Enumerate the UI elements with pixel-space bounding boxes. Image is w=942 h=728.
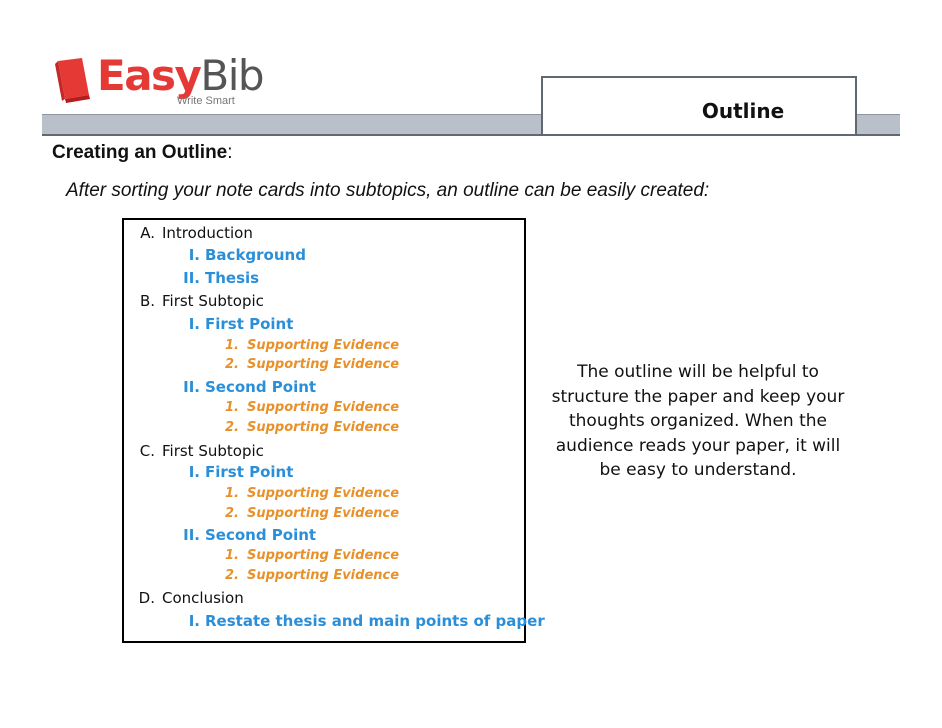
section-heading xyxy=(52,142,233,164)
outline-text: Restate thesis and main points of paper xyxy=(205,612,545,630)
outline-text: Background xyxy=(205,246,306,264)
outline-text: First Subtopic xyxy=(162,442,264,460)
outline-marker: I. xyxy=(188,315,200,333)
outline-marker: I. xyxy=(188,246,200,264)
outline-marker: D. xyxy=(138,589,155,607)
outline-item-level-2 xyxy=(188,612,545,630)
outline-marker: 1. xyxy=(225,486,239,501)
outline-item-level-2 xyxy=(188,246,306,264)
outline-item-level-1 xyxy=(140,224,253,242)
slide-title: Outline xyxy=(701,99,785,123)
outline-item-level-1 xyxy=(138,589,244,607)
outline-text: Supporting Evidence xyxy=(247,568,400,583)
outline-text: Introduction xyxy=(162,224,253,242)
outline-marker: I. xyxy=(188,612,200,630)
outline-item-level-3 xyxy=(225,357,400,372)
brand-tagline: Write Smart xyxy=(177,95,235,107)
outline-marker: 2. xyxy=(225,357,239,372)
outline-text: Second Point xyxy=(205,526,317,544)
outline-marker: II. xyxy=(183,269,200,287)
outline-item-level-3 xyxy=(225,400,400,415)
outline-text: Conclusion xyxy=(162,589,244,607)
outline-text: Supporting Evidence xyxy=(247,486,400,501)
outline-item-level-2 xyxy=(183,526,317,544)
outline-text: Thesis xyxy=(205,269,260,287)
outline-marker: 1. xyxy=(225,338,239,353)
side-note: The outline will be helpful to structure the paper and keep your thoughts organized. When the audience reads your paper, it will be easy to understand. xyxy=(551,362,845,480)
outline-item-level-3 xyxy=(225,420,400,435)
outline-marker: II. xyxy=(183,526,200,544)
section-heading-colon: : xyxy=(227,142,233,163)
outline-marker: I. xyxy=(188,463,200,481)
outline-item-level-1 xyxy=(139,292,264,310)
outline-text: Supporting Evidence xyxy=(247,548,400,563)
outline-text: First Point xyxy=(205,315,294,333)
outline-marker: 2. xyxy=(225,506,239,521)
outline-item-level-3 xyxy=(225,486,400,501)
outline-item-level-3 xyxy=(225,548,400,563)
section-heading-text: Creating an Outline xyxy=(52,142,228,163)
outline-item-level-2 xyxy=(183,378,317,396)
outline-text: Second Point xyxy=(205,378,317,396)
outline-marker: B. xyxy=(139,292,155,310)
outline-marker: A. xyxy=(140,224,155,242)
outline-text: First Point xyxy=(205,463,294,481)
outline-marker: II. xyxy=(183,378,200,396)
outline-marker: 1. xyxy=(225,548,239,563)
brand-logo xyxy=(97,52,263,100)
outline-item-level-2 xyxy=(188,463,294,481)
outline-text: First Subtopic xyxy=(162,292,264,310)
outline-text: Supporting Evidence xyxy=(247,420,400,435)
outline-text: Supporting Evidence xyxy=(247,338,400,353)
outline-item-level-1 xyxy=(139,442,264,460)
outline-item-level-3 xyxy=(225,568,400,583)
outline-text: Supporting Evidence xyxy=(247,357,400,372)
book-logo-icon xyxy=(52,57,92,103)
outline-text: Supporting Evidence xyxy=(247,506,400,521)
outline-text: Supporting Evidence xyxy=(247,400,400,415)
intro-text: After sorting your note cards into subtopics, an outline can be easily created: xyxy=(66,180,710,201)
outline-item-level-3 xyxy=(225,506,400,521)
outline-marker: 2. xyxy=(225,420,239,435)
outline-item-level-2 xyxy=(188,315,294,333)
outline-item-level-2 xyxy=(183,269,260,287)
brand-name-easy: Easy xyxy=(97,51,201,100)
brand-name-bib: Bib xyxy=(200,51,264,100)
outline-marker: 2. xyxy=(225,568,239,583)
outline-marker: 1. xyxy=(225,400,239,415)
outline-item-level-3 xyxy=(225,338,400,353)
outline-marker: C. xyxy=(139,442,155,460)
